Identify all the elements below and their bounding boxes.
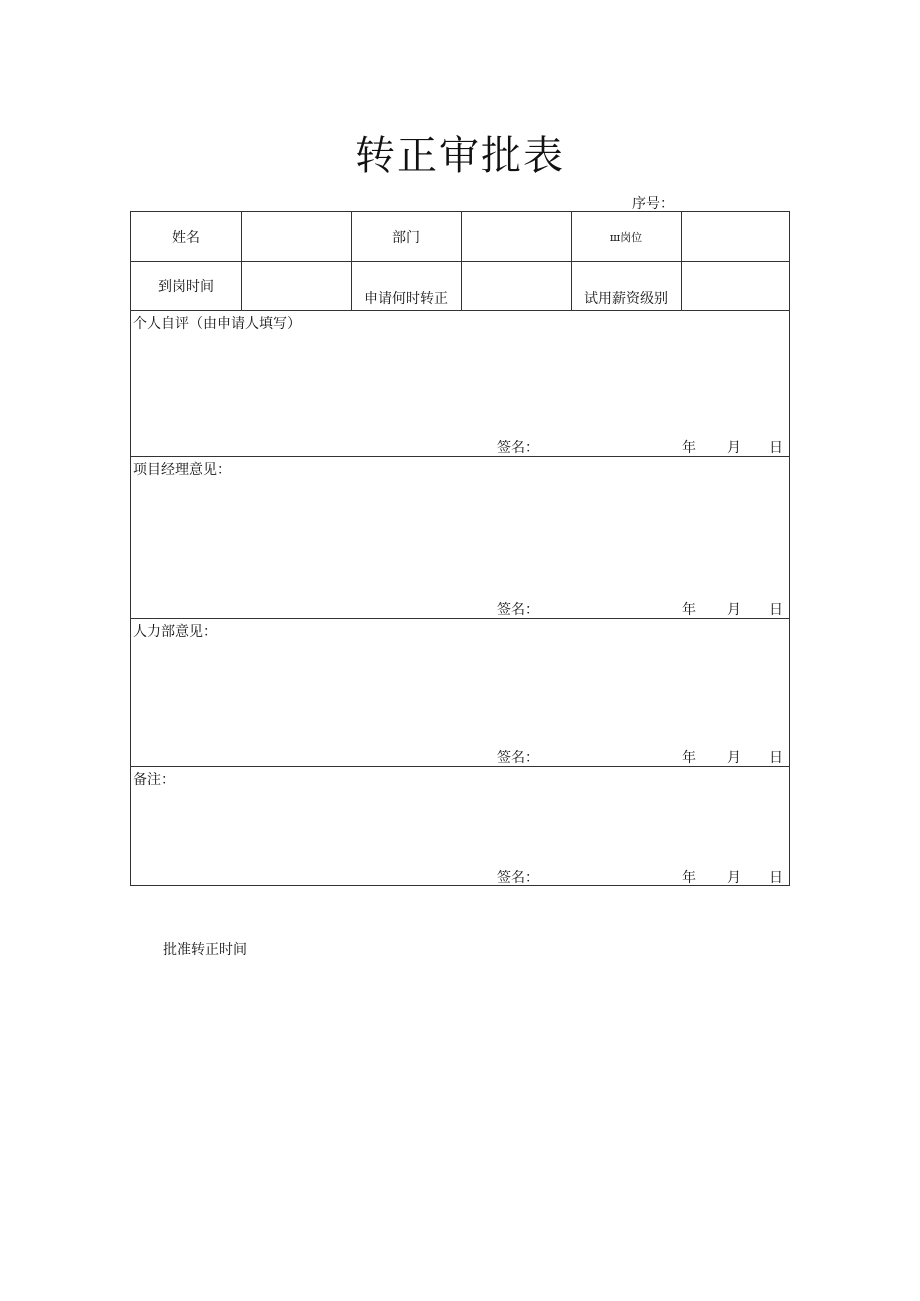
- month-label: 月: [727, 602, 741, 618]
- month-label: 月: [727, 440, 741, 456]
- year-label: 年: [682, 602, 696, 618]
- arrival-time-field[interactable]: [242, 261, 351, 310]
- remarks-label: 备注：: [133, 772, 175, 788]
- hr-opinion-label: 人力部意见：: [133, 624, 217, 640]
- signature-label: 签名：: [497, 602, 539, 618]
- approval-form-table: [130, 211, 790, 886]
- arrival-time-label: 到岗时间: [158, 278, 214, 295]
- day-label: 日: [769, 440, 783, 456]
- department-field[interactable]: [462, 212, 571, 261]
- signature-label: 签名：: [497, 750, 539, 766]
- approval-time-label: 批准转正时间: [163, 942, 247, 958]
- department-label: 部门: [392, 229, 420, 246]
- apply-regularization-label: 申请何时转正: [364, 291, 448, 307]
- position-label: ш岗位: [609, 230, 643, 244]
- day-label: 日: [769, 870, 783, 886]
- month-label: 月: [727, 870, 741, 886]
- year-label: 年: [682, 870, 696, 886]
- probation-salary-field[interactable]: [682, 261, 789, 310]
- day-label: 日: [769, 602, 783, 618]
- serial-number-label: 序号：: [632, 196, 674, 212]
- signature-label: 签名：: [497, 440, 539, 456]
- month-label: 月: [727, 750, 741, 766]
- page-title: 转正审批表: [355, 133, 565, 179]
- signature-label: 签名：: [497, 870, 539, 886]
- probation-salary-label: 试用薪资级别: [584, 291, 668, 307]
- project-manager-opinion-label: 项目经理意见：: [133, 462, 231, 478]
- year-label: 年: [682, 750, 696, 766]
- self-evaluation-label: 个人自评（由申请人填写）: [133, 316, 301, 332]
- name-label: 姓名: [172, 229, 200, 246]
- day-label: 日: [769, 750, 783, 766]
- name-field[interactable]: [242, 212, 351, 261]
- position-field[interactable]: [682, 212, 789, 261]
- year-label: 年: [682, 440, 696, 456]
- apply-regularization-field[interactable]: [462, 261, 571, 310]
